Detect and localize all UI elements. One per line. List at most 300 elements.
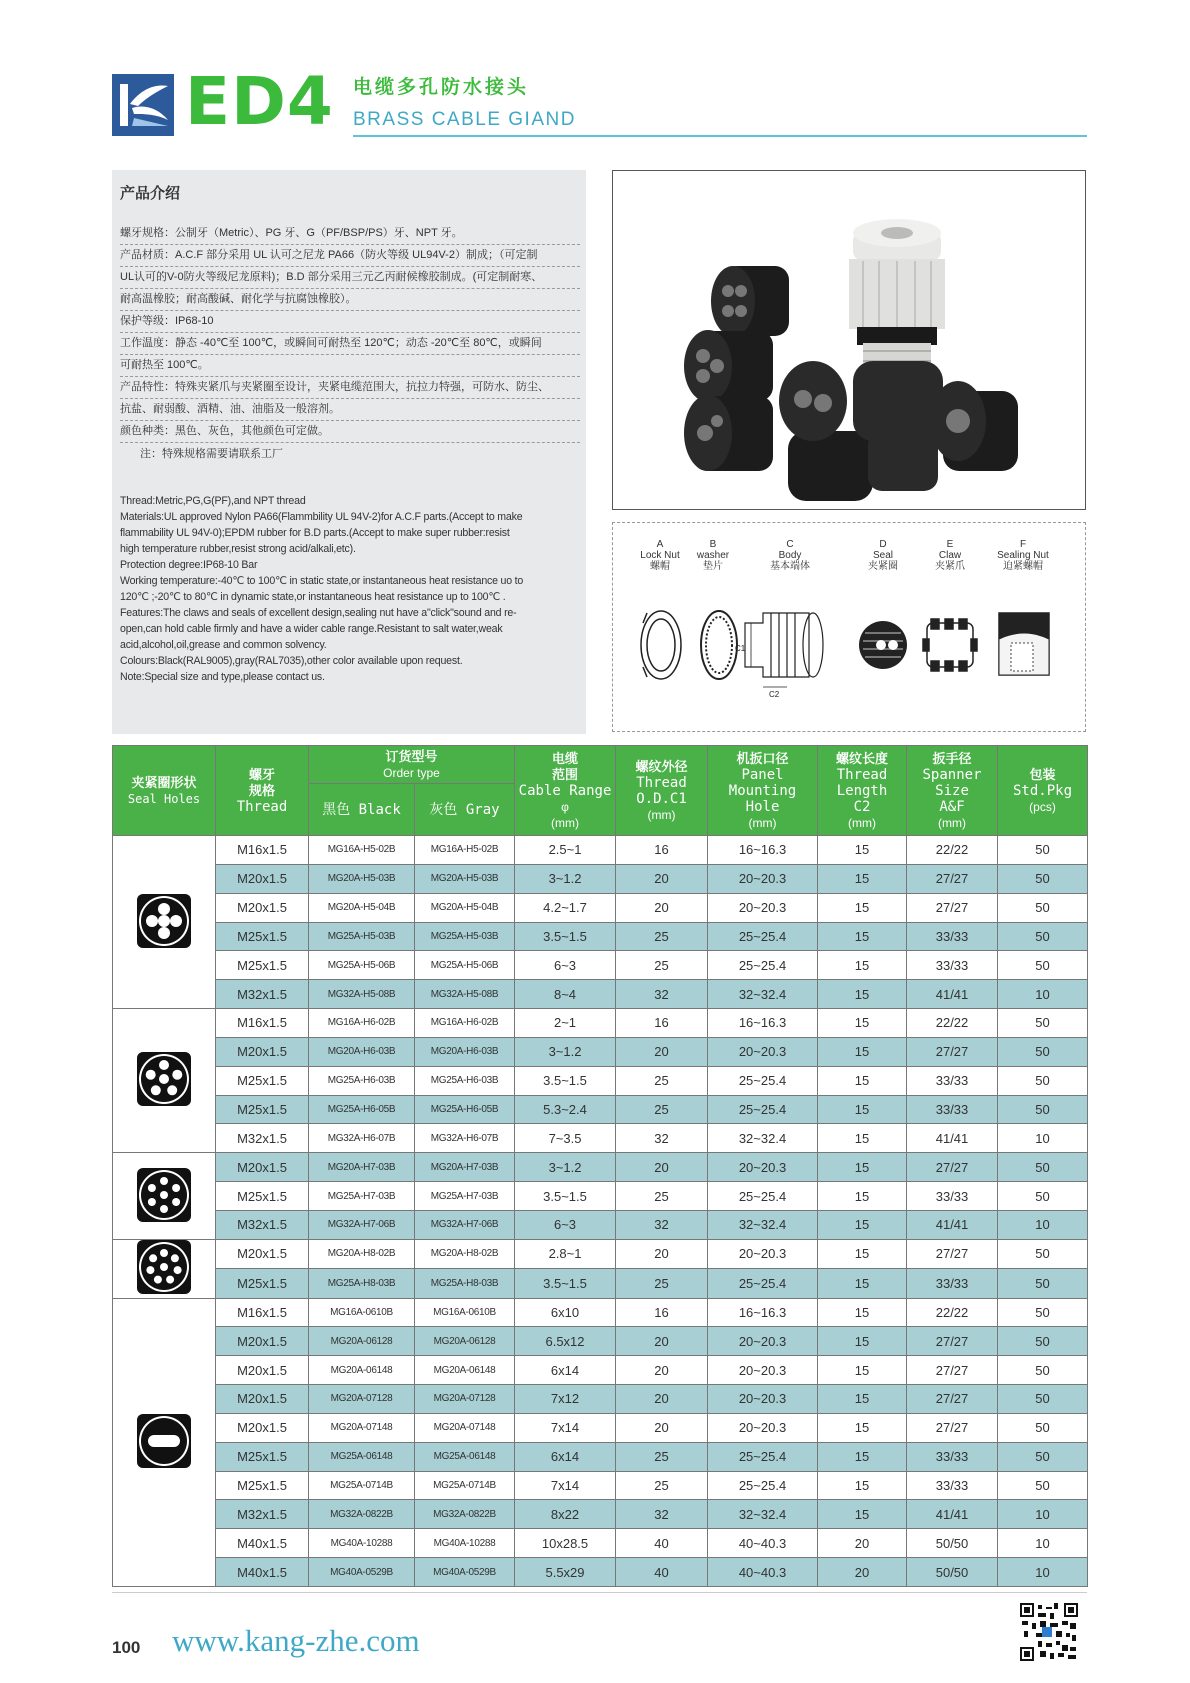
cell-cable-range: 3.5~1.5 — [515, 922, 616, 951]
cell-thread: M25x1.5 — [216, 1182, 309, 1211]
cell-order-gray: MG20A-H5-03B — [415, 864, 515, 893]
cell-thread: M20x1.5 — [216, 1327, 309, 1356]
cell-thread-length: 15 — [818, 1182, 907, 1211]
spec-table-body — [113, 836, 1088, 1587]
cell-thread-length: 15 — [818, 1239, 907, 1268]
part-f-label — [988, 539, 1058, 572]
cell-order-gray: MG25A-0714B — [415, 1471, 515, 1500]
cell-cable-range: 6.5x12 — [515, 1327, 616, 1356]
lock-nut-drawing — [641, 611, 681, 679]
cell-spanner-size: 41/41 — [907, 1500, 998, 1529]
cell-panel-hole: 16~16.3 — [708, 1298, 818, 1327]
cell-order-black: MG25A-H6-05B — [309, 1095, 415, 1124]
cell-thread: M16x1.5 — [216, 1298, 309, 1327]
cell-thread-od: 20 — [616, 1327, 708, 1356]
c1-label: C1 — [735, 644, 746, 653]
header-cn: 订货型号 — [385, 748, 438, 764]
cell-std-pkg: 50 — [998, 1298, 1088, 1327]
cell-spanner-size: 33/33 — [907, 951, 998, 980]
cell-spanner-size: 27/27 — [907, 893, 998, 922]
cell-thread-length: 15 — [818, 1356, 907, 1385]
cell-spanner-size: 27/27 — [907, 1153, 998, 1182]
cell-thread: M20x1.5 — [216, 1037, 309, 1066]
header-cn: 螺牙 — [248, 766, 275, 782]
cell-spanner-size: 33/33 — [907, 1442, 998, 1471]
header-seal-holes — [113, 746, 216, 836]
intro-en-text — [120, 493, 580, 685]
header-en: Thread — [836, 766, 888, 783]
cell-std-pkg: 10 — [998, 1500, 1088, 1529]
title-cn: 电缆多孔防水接头 — [353, 77, 530, 98]
cell-thread: M16x1.5 — [216, 836, 309, 865]
body-drawing — [745, 613, 823, 687]
cell-order-black: MG25A-H7-03B — [309, 1182, 415, 1211]
cell-thread-length: 15 — [818, 1298, 907, 1327]
intro-en-line: Note:Special size and type,please contact us. — [120, 671, 325, 683]
part-letter: C — [786, 539, 794, 550]
cell-panel-hole: 25~25.4 — [708, 1442, 818, 1471]
cell-thread-od: 32 — [616, 1124, 708, 1153]
intro-cn-line: 颜色种类：黑色、灰色，其他颜色可定做。 — [120, 421, 580, 443]
cell-order-black: MG32A-0822B — [309, 1500, 415, 1529]
cell-thread: M32x1.5 — [216, 1124, 309, 1153]
cell-order-gray: MG25A-H8-03B — [415, 1269, 515, 1298]
header-en: Length — [836, 782, 888, 799]
cell-std-pkg: 50 — [998, 1471, 1088, 1500]
intro-en-line: Working temperature:-40℃ to 100℃ in static state,or instantaneous heat resistance uo to — [120, 575, 524, 587]
cell-order-gray: MG25A-H7-03B — [415, 1182, 515, 1211]
cell-spanner-size: 41/41 — [907, 980, 998, 1009]
cell-panel-hole: 16~16.3 — [708, 836, 818, 865]
cell-thread: M40x1.5 — [216, 1529, 309, 1558]
company-logo — [112, 74, 174, 136]
header-std-pkg — [998, 746, 1088, 836]
intro-cn-lines — [120, 223, 580, 443]
cell-order-black: MG20A-H5-04B — [309, 893, 415, 922]
cell-panel-hole: 40~40.3 — [708, 1529, 818, 1558]
cell-thread-od: 20 — [616, 864, 708, 893]
header-cn: 规格 — [248, 782, 275, 798]
header-en: O.D.C1 — [636, 790, 687, 807]
header-cn: 包装 — [1029, 766, 1056, 782]
seal-hole-shape-cell — [113, 1239, 216, 1298]
cell-order-black: MG20A-H8-02B — [309, 1239, 415, 1268]
cell-panel-hole: 16~16.3 — [708, 1009, 818, 1038]
header-black — [309, 784, 415, 836]
table-row — [113, 980, 1088, 1009]
header-thread-od — [616, 746, 708, 836]
header-gray — [415, 784, 515, 836]
cell-order-gray: MG20A-07128 — [415, 1385, 515, 1414]
header-cn: 螺纹外径 — [635, 758, 688, 774]
header-symbol: φ — [561, 799, 569, 814]
cell-order-black: MG25A-H5-06B — [309, 951, 415, 980]
cell-thread-od: 25 — [616, 922, 708, 951]
cell-panel-hole: 25~25.4 — [708, 1269, 818, 1298]
cell-spanner-size: 27/27 — [907, 1327, 998, 1356]
cell-thread-length: 15 — [818, 1413, 907, 1442]
cell-std-pkg: 50 — [998, 893, 1088, 922]
cell-order-black: MG20A-H6-03B — [309, 1037, 415, 1066]
cell-thread: M20x1.5 — [216, 1153, 309, 1182]
cell-thread: M20x1.5 — [216, 1385, 309, 1414]
cell-thread-od: 25 — [616, 1182, 708, 1211]
part-e-label — [915, 539, 985, 572]
table-row — [113, 1009, 1088, 1038]
page-number: 100 — [112, 1638, 141, 1657]
cell-cable-range: 7~3.5 — [515, 1124, 616, 1153]
header-divider — [353, 135, 1087, 137]
cell-cable-range: 6~3 — [515, 951, 616, 980]
cell-order-black: MG20A-H7-03B — [309, 1153, 415, 1182]
header-unit: (mm) — [647, 807, 676, 822]
cell-panel-hole: 25~25.4 — [708, 1182, 818, 1211]
cell-panel-hole: 25~25.4 — [708, 1066, 818, 1095]
qr-code-icon — [1020, 1603, 1078, 1661]
website-link[interactable]: www.kang-zhe.com — [172, 1623, 420, 1658]
intro-en-line: open,can hold cable firmly and have a wider cable range.Resistant to salt water,weak — [120, 623, 503, 635]
parts-diagram — [612, 522, 1086, 732]
cell-std-pkg: 50 — [998, 864, 1088, 893]
cell-panel-hole: 25~25.4 — [708, 922, 818, 951]
cell-thread-length: 15 — [818, 1269, 907, 1298]
cell-order-black: MG25A-0714B — [309, 1471, 415, 1500]
cell-thread-length: 15 — [818, 1385, 907, 1414]
cell-order-black: MG20A-06148 — [309, 1356, 415, 1385]
intro-en-line: Thread:Metric,PG,G(PF),and NPT thread — [120, 495, 306, 507]
cell-cable-range: 8~4 — [515, 980, 616, 1009]
cell-std-pkg: 10 — [998, 1210, 1088, 1239]
cell-cable-range: 3~1.2 — [515, 864, 616, 893]
cell-order-black: MG25A-H5-03B — [309, 922, 415, 951]
cell-panel-hole: 20~20.3 — [708, 864, 818, 893]
cell-order-black: MG16A-H5-02B — [309, 836, 415, 865]
cell-cable-range: 2.5~1 — [515, 836, 616, 865]
table-row — [113, 1095, 1088, 1124]
cell-cable-range: 6x14 — [515, 1356, 616, 1385]
cell-spanner-size: 22/22 — [907, 836, 998, 865]
part-letter: A — [656, 539, 664, 550]
table-row — [113, 1442, 1088, 1471]
cell-thread: M20x1.5 — [216, 864, 309, 893]
intro-en-line: Materials:UL approved Nylon PA66(Flammbility UL 94V-2)for A.C.F parts.(Accept to make — [120, 511, 523, 523]
cell-std-pkg: 50 — [998, 1442, 1088, 1471]
seal-hole-shape-cell — [113, 1298, 216, 1587]
cell-thread: M25x1.5 — [216, 922, 309, 951]
cell-spanner-size: 50/50 — [907, 1529, 998, 1558]
header-panel-hole — [708, 746, 818, 836]
cell-spanner-size: 27/27 — [907, 1239, 998, 1268]
header-en: Hole — [745, 798, 780, 815]
cell-order-black: MG40A-0529B — [309, 1558, 415, 1587]
claw-drawing — [923, 619, 977, 671]
table-row — [113, 1500, 1088, 1529]
cell-order-gray: MG32A-0822B — [415, 1500, 515, 1529]
header-en: Mounting — [728, 782, 797, 799]
intro-cn-line: 产品特性：特殊夹紧爪与夹紧圈至设计，夹紧电缆范围大，抗拉力特强，可防水、防尘、 — [120, 377, 580, 399]
cell-spanner-size: 33/33 — [907, 1095, 998, 1124]
cell-order-gray: MG20A-H5-04B — [415, 893, 515, 922]
part-b-label — [678, 539, 748, 572]
cell-spanner-size: 22/22 — [907, 1298, 998, 1327]
cell-thread-od: 32 — [616, 1210, 708, 1239]
cell-spanner-size: 33/33 — [907, 922, 998, 951]
cell-std-pkg: 50 — [998, 1269, 1088, 1298]
cell-thread: M25x1.5 — [216, 1269, 309, 1298]
intro-cn-line: UL认可的V-0防火等级尼龙原料)；B.D 部分采用三元乙丙耐候橡胶制成。(可定制耐寒、 — [120, 267, 580, 289]
cell-order-black: MG32A-H7-06B — [309, 1210, 415, 1239]
cell-thread: M25x1.5 — [216, 1471, 309, 1500]
cell-spanner-size: 27/27 — [907, 864, 998, 893]
table-row — [113, 1269, 1088, 1298]
cell-order-gray: MG20A-06148 — [415, 1356, 515, 1385]
cell-thread-od: 25 — [616, 1066, 708, 1095]
cell-order-black: MG32A-H6-07B — [309, 1124, 415, 1153]
brand-name: ED4 — [185, 63, 334, 140]
cell-thread-length: 15 — [818, 1124, 907, 1153]
cell-order-gray: MG25A-H6-05B — [415, 1095, 515, 1124]
cell-order-gray: MG16A-H5-02B — [415, 836, 515, 865]
cell-panel-hole: 20~20.3 — [708, 1356, 818, 1385]
cell-order-gray: MG25A-H6-03B — [415, 1066, 515, 1095]
intro-en-line: 120℃ ;-20℃ to 80℃ in dynamic state,or instantaneous heat resistance up to 100℃ . — [120, 591, 506, 603]
intro-cn-line: 保护等级：IP68-10 — [120, 311, 580, 333]
header-cn: 范围 — [552, 766, 579, 782]
part-cn: 垫片 — [703, 561, 723, 572]
cell-cable-range: 5.5x29 — [515, 1558, 616, 1587]
cell-panel-hole: 32~32.4 — [708, 1500, 818, 1529]
header-en: 灰色 Gray — [429, 801, 500, 818]
cell-cable-range: 2~1 — [515, 1009, 616, 1038]
cell-thread-length: 20 — [818, 1529, 907, 1558]
cell-std-pkg: 50 — [998, 1239, 1088, 1268]
table-row — [113, 1327, 1088, 1356]
cell-cable-range: 5.3~2.4 — [515, 1095, 616, 1124]
cell-order-black: MG20A-07148 — [309, 1413, 415, 1442]
cell-thread: M20x1.5 — [216, 1356, 309, 1385]
cell-order-black: MG25A-06148 — [309, 1442, 415, 1471]
cell-thread-od: 16 — [616, 1009, 708, 1038]
cell-order-gray: MG25A-H5-03B — [415, 922, 515, 951]
cell-order-black: MG16A-H6-02B — [309, 1009, 415, 1038]
cell-thread-od: 20 — [616, 893, 708, 922]
cell-std-pkg: 50 — [998, 1153, 1088, 1182]
cell-order-gray: MG25A-H5-06B — [415, 951, 515, 980]
table-row — [113, 1239, 1088, 1268]
header-unit: (mm) — [848, 815, 876, 830]
cell-thread-length: 15 — [818, 1327, 907, 1356]
seal-holes-5-icon — [137, 894, 191, 951]
cell-order-black: MG20A-06128 — [309, 1327, 415, 1356]
intro-en-line: acid,alcohol,oil,grease and common solvency. — [120, 639, 327, 651]
header-cable-range — [515, 746, 616, 836]
cell-cable-range: 2.8~1 — [515, 1239, 616, 1268]
cell-thread-od: 20 — [616, 1356, 708, 1385]
intro-en-line: Colours:Black(RAL9005),gray(RAL7035),other color available upon request. — [120, 655, 463, 667]
cell-thread: M20x1.5 — [216, 1413, 309, 1442]
cell-thread: M25x1.5 — [216, 1442, 309, 1471]
cell-cable-range: 7x14 — [515, 1471, 616, 1500]
table-row — [113, 1558, 1088, 1587]
cell-std-pkg: 50 — [998, 1037, 1088, 1066]
header-unit: (mm) — [938, 815, 966, 830]
cell-order-gray: MG20A-H6-03B — [415, 1037, 515, 1066]
header-en: Panel — [741, 766, 784, 783]
table-row — [113, 922, 1088, 951]
cell-thread: M32x1.5 — [216, 1500, 309, 1529]
cell-order-black: MG16A-0610B — [309, 1298, 415, 1327]
cell-order-gray: MG16A-0610B — [415, 1298, 515, 1327]
cell-std-pkg: 50 — [998, 1385, 1088, 1414]
part-letter: D — [879, 539, 887, 550]
page-header — [112, 63, 1087, 140]
cell-thread-length: 15 — [818, 1095, 907, 1124]
cell-cable-range: 4.2~1.7 — [515, 893, 616, 922]
cell-std-pkg: 50 — [998, 1009, 1088, 1038]
intro-cn-line: 耐高温橡胶；耐高酸碱、耐化学与抗腐蚀橡胶）。 — [120, 289, 580, 311]
table-row — [113, 1037, 1088, 1066]
cell-cable-range: 3~1.2 — [515, 1037, 616, 1066]
cell-thread-length: 15 — [818, 1153, 907, 1182]
cell-thread-length: 15 — [818, 836, 907, 865]
part-en: Lock Nut — [640, 550, 680, 561]
cell-thread-od: 16 — [616, 836, 708, 865]
cell-thread-length: 15 — [818, 1037, 907, 1066]
cell-order-gray: MG32A-H6-07B — [415, 1124, 515, 1153]
cell-thread-od: 20 — [616, 1153, 708, 1182]
cell-order-black: MG20A-07128 — [309, 1385, 415, 1414]
cell-thread: M20x1.5 — [216, 893, 309, 922]
cell-std-pkg: 50 — [998, 1413, 1088, 1442]
intro-cn-line: 可耐热至 100℃。 — [120, 355, 580, 377]
part-letter: E — [946, 539, 954, 550]
cell-panel-hole: 25~25.4 — [708, 1095, 818, 1124]
cell-order-gray: MG32A-H7-06B — [415, 1210, 515, 1239]
intro-en-line: flammability UL 94V-0);EPDM rubber for B.D parts.(Accept to make super rubber:resist — [120, 527, 510, 539]
sealing-nut-drawing — [999, 613, 1049, 675]
cell-panel-hole: 20~20.3 — [708, 1413, 818, 1442]
header-en: Thread — [236, 798, 288, 815]
cell-cable-range: 6x10 — [515, 1298, 616, 1327]
header-thread-length — [818, 746, 907, 836]
cell-thread-od: 25 — [616, 1442, 708, 1471]
cell-thread-od: 25 — [616, 951, 708, 980]
product-photo — [612, 170, 1086, 510]
table-row — [113, 1356, 1088, 1385]
cell-spanner-size: 27/27 — [907, 1413, 998, 1442]
intro-cn-line: 抗盐、耐弱酸、酒精、油、油脂及一般溶剂。 — [120, 399, 580, 421]
cell-thread-od: 25 — [616, 1269, 708, 1298]
cell-panel-hole: 20~20.3 — [708, 1037, 818, 1066]
cell-panel-hole: 40~40.3 — [708, 1558, 818, 1587]
header-en: Std.Pkg — [1013, 782, 1073, 799]
header-en: C2 — [853, 798, 871, 815]
part-d-label — [848, 539, 918, 572]
cell-panel-hole: 25~25.4 — [708, 1471, 818, 1500]
cell-thread-length: 15 — [818, 1066, 907, 1095]
seal-hole-shape-cell — [113, 836, 216, 1009]
cell-cable-range: 6x14 — [515, 1442, 616, 1471]
cell-order-black: MG20A-H5-03B — [309, 864, 415, 893]
cell-thread: M25x1.5 — [216, 951, 309, 980]
header-en: Seal Holes — [127, 791, 201, 806]
cell-thread-length: 15 — [818, 1442, 907, 1471]
cell-std-pkg: 50 — [998, 1066, 1088, 1095]
cell-std-pkg: 50 — [998, 1095, 1088, 1124]
cell-thread-od: 40 — [616, 1558, 708, 1587]
cell-thread-od: 20 — [616, 1037, 708, 1066]
cell-spanner-size: 27/27 — [907, 1037, 998, 1066]
cell-thread-length: 15 — [818, 1210, 907, 1239]
intro-cn-line: 螺牙规格：公制牙（Metric）、PG 牙、G（PF/BSP/PS）牙、NPT 牙。 — [120, 223, 580, 245]
cell-cable-range: 3.5~1.5 — [515, 1066, 616, 1095]
cell-panel-hole: 20~20.3 — [708, 1385, 818, 1414]
header-en: 黑色 Black — [322, 801, 401, 818]
seal-hole-shape-cell — [113, 1009, 216, 1153]
cell-spanner-size: 33/33 — [907, 1066, 998, 1095]
cell-order-gray: MG20A-H8-02B — [415, 1239, 515, 1268]
cell-spanner-size: 22/22 — [907, 1009, 998, 1038]
part-en: Claw — [938, 550, 962, 561]
cell-order-gray: MG40A-0529B — [415, 1558, 515, 1587]
cell-std-pkg: 50 — [998, 1356, 1088, 1385]
table-row — [113, 1124, 1088, 1153]
cell-order-gray: MG20A-06128 — [415, 1327, 515, 1356]
table-row — [113, 1413, 1088, 1442]
cell-thread: M25x1.5 — [216, 1066, 309, 1095]
header-en: Size — [935, 782, 969, 799]
cell-cable-range: 7x14 — [515, 1413, 616, 1442]
header-cn: 夹紧圈形状 — [131, 774, 197, 790]
intro-en-line: Features:The claws and seals of excellent design,sealing nut have a"click"sound and re- — [120, 607, 517, 619]
cell-panel-hole: 20~20.3 — [708, 1327, 818, 1356]
cell-order-gray: MG20A-07148 — [415, 1413, 515, 1442]
table-row — [113, 864, 1088, 893]
intro-en-line: high temperature rubber,resist strong acid/alkali,etc). — [120, 543, 356, 555]
part-cn: 夹紧圈 — [868, 561, 898, 572]
cell-std-pkg: 50 — [998, 922, 1088, 951]
header-en: Thread — [636, 774, 687, 791]
title-en: BRASS CABLE GIAND — [353, 109, 576, 130]
cell-thread-length: 15 — [818, 1009, 907, 1038]
cell-thread-length: 15 — [818, 922, 907, 951]
table-row — [113, 1153, 1088, 1182]
part-cn: 基本端体 — [770, 561, 810, 572]
cell-order-gray: MG40A-10288 — [415, 1529, 515, 1558]
cell-panel-hole: 32~32.4 — [708, 1124, 818, 1153]
cell-thread-od: 20 — [616, 1239, 708, 1268]
cell-panel-hole: 20~20.3 — [708, 1153, 818, 1182]
cell-thread-length: 15 — [818, 1471, 907, 1500]
cell-thread-od: 40 — [616, 1529, 708, 1558]
cell-spanner-size: 33/33 — [907, 1471, 998, 1500]
cell-std-pkg: 50 — [998, 836, 1088, 865]
header-en: Spanner — [922, 766, 982, 783]
header-cn: 螺纹长度 — [836, 750, 889, 766]
part-letter: F — [1019, 539, 1027, 550]
cell-thread-od: 16 — [616, 1298, 708, 1327]
cell-order-black: MG25A-H8-03B — [309, 1269, 415, 1298]
cell-thread-od: 20 — [616, 1413, 708, 1442]
intro-cn-line: 产品材质：A.C.F 部分采用 UL 认可之尼龙 PA66（防火等级 UL94V-2）制成；（可定制 — [120, 245, 580, 267]
cell-cable-range: 8x22 — [515, 1500, 616, 1529]
header-cn: 扳手径 — [932, 750, 972, 766]
cell-thread-length: 15 — [818, 980, 907, 1009]
cell-order-gray: MG20A-H7-03B — [415, 1153, 515, 1182]
cell-std-pkg: 10 — [998, 1529, 1088, 1558]
cell-std-pkg: 10 — [998, 980, 1088, 1009]
table-row — [113, 1471, 1088, 1500]
